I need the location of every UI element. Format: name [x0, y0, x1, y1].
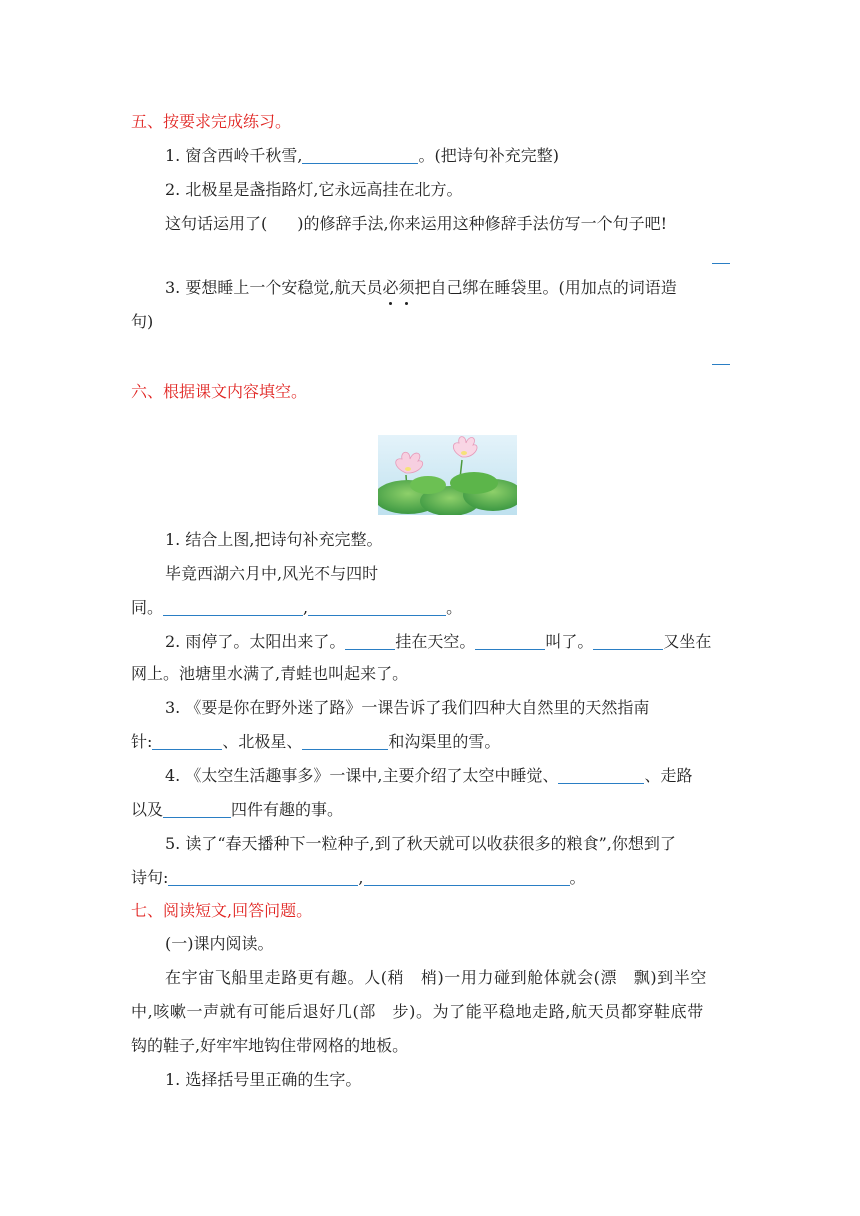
section-6-heading: 六、根据课文内容填空。	[131, 382, 308, 401]
s6-q5-a: 诗句:	[131, 868, 169, 887]
s6-q4-cont	[131, 800, 860, 820]
answer-line-dash[interactable]	[712, 263, 730, 264]
answer-blank[interactable]	[308, 599, 446, 616]
s5-q3-text-b: 把自己绑在睡袋里。(用加点的词语造	[414, 278, 677, 297]
s6-q3-a: 针:	[131, 732, 153, 751]
s6-q3-b: 、北极星、	[222, 732, 303, 751]
answer-blank[interactable]	[163, 599, 303, 616]
s6-q3: 3. 《要是你在野外迷了路》一课告诉了我们四种大自然里的天然指南	[165, 698, 650, 717]
s5-q1	[165, 146, 860, 166]
section-7-heading: 七、阅读短文,回答问题。	[131, 901, 313, 920]
s6-q1-cont	[131, 598, 860, 618]
s6-q4-b: 、走路	[644, 766, 693, 785]
s5-q2-prompt-a: 这句话运用了(	[165, 214, 268, 233]
s6-q4-a: 4. 《太空生活趣事多》一课中,主要介绍了太空中睡觉、	[165, 766, 559, 785]
s7-paragraph-line-2: 中,咳嗽一声就有可能后退好几(部 步)。为了能平稳地走路,航天员都穿鞋底带	[131, 1002, 704, 1021]
s6-q2-d: 又坐在	[663, 632, 712, 651]
s7-q1: 1. 选择括号里正确的生字。	[165, 1070, 362, 1089]
dotted-char: 必	[382, 278, 399, 297]
s6-q2-c: 叫了。	[545, 632, 594, 651]
s6-q3-cont	[131, 732, 860, 752]
s5-q3-text: 3. 要想睡上一个安稳觉,航天员	[165, 278, 383, 297]
s5-q3	[165, 278, 860, 298]
s6-q4-cont-a: 以及	[131, 800, 164, 819]
s6-q5: 5. 读了“春天播种下一粒种子,到了秋天就可以收获很多的粮食”,你想到了	[165, 834, 676, 853]
s7-subheading: (一)课内阅读。	[165, 934, 274, 953]
s6-q5-sep: ,	[358, 868, 364, 887]
s6-q4-cont-b: 四件有趣的事。	[231, 800, 344, 819]
s6-q1-end: 。	[446, 598, 463, 617]
s6-q1-poem: 毕竟西湖六月中,风光不与四时	[165, 564, 379, 583]
section-5-heading: 五、按要求完成练习。	[131, 112, 292, 131]
answer-blank[interactable]	[475, 633, 545, 650]
s6-q3-c: 和沟渠里的雪。	[388, 732, 501, 751]
answer-blank[interactable]	[345, 633, 395, 650]
s5-q1-text: 1. 窗含西岭千秋雪,	[165, 146, 303, 165]
s6-q5-cont	[131, 868, 860, 888]
lotus-pond-image	[378, 435, 517, 515]
s5-q3-cont: 句)	[131, 312, 154, 331]
s6-q1-cont-a: 同。	[131, 598, 164, 617]
s6-q4	[165, 766, 860, 786]
s5-q2: 2. 北极星是盏指路灯,它永远高挂在北方。	[165, 180, 463, 199]
s6-q5-end: 。	[569, 868, 586, 887]
s5-q2-prompt	[165, 214, 860, 234]
answer-blank[interactable]	[152, 733, 222, 750]
s7-paragraph-line-3: 钩的鞋子,好牢牢地钩住带网格的地板。	[131, 1036, 409, 1055]
s6-q2-cont: 网上。池塘里水满了,青蛙也叫起来了。	[131, 664, 409, 683]
answer-blank[interactable]	[364, 869, 570, 886]
s6-q1: 1. 结合上图,把诗句补充完整。	[165, 530, 383, 549]
answer-blank[interactable]	[593, 633, 663, 650]
s5-q1-suffix: 。(把诗句补充完整)	[418, 146, 559, 165]
s6-q1-sep: ,	[303, 598, 309, 617]
answer-blank[interactable]	[302, 733, 388, 750]
dotted-char: 须	[398, 278, 415, 297]
s6-q2-b: 挂在天空。	[395, 632, 476, 651]
s6-q2-a: 2. 雨停了。太阳出来了。	[165, 632, 346, 651]
answer-blank[interactable]	[168, 869, 358, 886]
s6-q2	[165, 632, 860, 652]
s5-q2-prompt-b: )的修辞手法,你来运用这种修辞手法仿写一个句子吧!	[297, 214, 668, 233]
answer-blank[interactable]	[302, 147, 418, 164]
answer-line-dash[interactable]	[712, 364, 730, 365]
answer-blank[interactable]	[163, 801, 231, 818]
answer-blank[interactable]	[558, 767, 644, 784]
s7-paragraph-line-1: 在宇宙飞船里走路更有趣。人(稍 梢)一用力碰到舱体就会(漂 飘)到半空	[165, 968, 707, 987]
